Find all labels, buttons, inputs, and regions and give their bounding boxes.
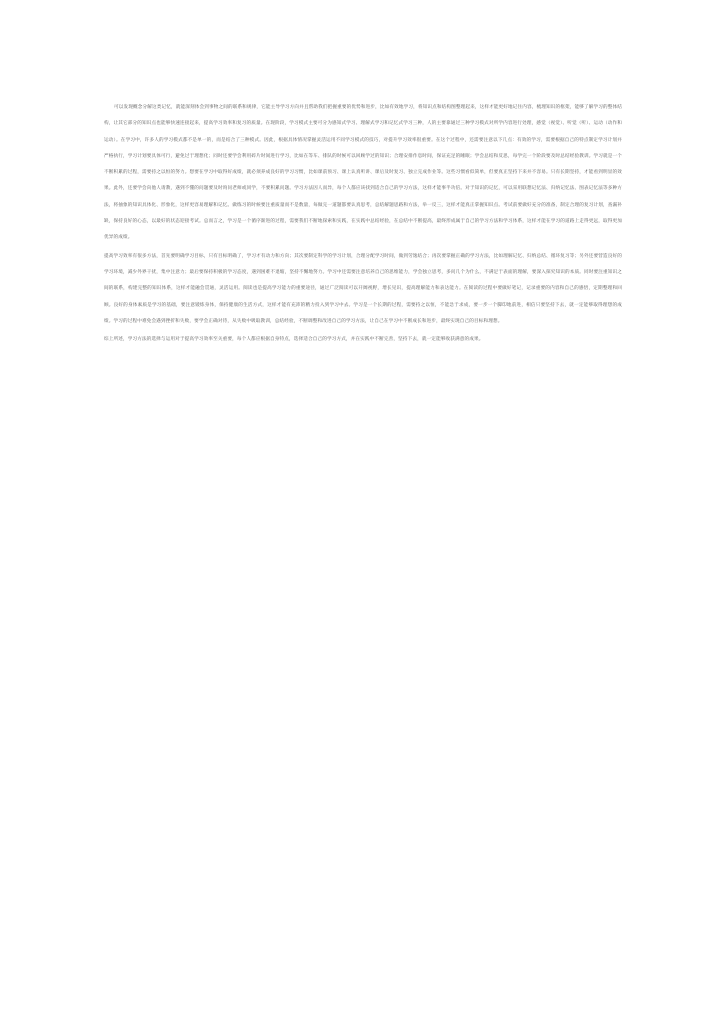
paragraph-1: 可以发现概念分解这类记忆，就能深刻体会到事物之间的联系和规律，它能主导学习方向并且帮助我们把握重要的优势和进步，比如有效地学习，将知识点和结构图整理起来，这样才能更好地记住内容，梳理知识的框架，能够了解学习的整体结构，让其它部分的知识点也能够快速连接起来，提高学习效率和复习的质量。在现阶段，学习模式主要可分为感知式学习、理解式学习和记忆式学习三种，人的主要靠通过三种学习模式对所学内容进行处理，感觉（视觉）、听觉（听）、运动（动作和运动）。在学习中，许多人的学习模式都不是单一的，而是结合了三种模式。因此，根据具体情况掌握灵活运用不同学习模式的技巧，对提升学习效率很重要。在这个过程中，还需要注意以下几点：有效的学习，需要根据自己的特点制定学习计划并严格执行，学习计划要具体可行，避免过于理想化；同时还要学会利用碎片时间进行学习，比如在等车、排队的时候可以回顾学过的知识；合理安排作息时间，保证充足的睡眠；学会总结和反思，每学完一个阶段要及时总结经验教训。学习就是一个不断积累的过程，需要持之以恒的努力。想要在学习中取得好成绩，就必须养成良好的学习习惯，比如课前预习、课上认真听讲、课后及时复习、独立完成作业等。这些习惯看似简单，但要真正坚持下来并不容易。只有长期坚持，才能看到明显的效果。此外，还要学会向他人请教，遇到不懂的问题要及时询问老师或同学，不要积累问题。学习方法因人而异，每个人都应该找到适合自己的学习方法，这样才能事半功倍。对于知识的记忆，可以采用联想记忆法、归纳记忆法、图表记忆法等多种方法，将抽象的知识具体化、形象化，这样更容易理解和记忆。做练习的时候要注重质量而不是数量，每做完一道题都要认真思考，总结解题思路和方法，举一反三，这样才能真正掌握知识点。考试前要做好充分的准备，制定合理的复习计划，查漏补缺，保持良好的心态，以最好的状态迎接考试。总而言之，学习是一个循序渐进的过程，需要我们不断地探索和实践，在实践中总结经验，在总结中不断提高，最终形成属于自己的学习方法和学习体系，这样才能在学习的道路上走得更远，取得更加优异的成绩。 (104, 105, 622, 241)
paragraph-3: 综上所述，学习方法的选择与运用对于提高学习效率至关重要，每个人都应根据自身特点，选择适合自己的学习方式，并在实践中不断完善，坚持下去，就一定能够收获满意的成果。 (104, 337, 484, 343)
document-body (104, 100, 622, 348)
paragraph-2: 提高学习效率有很多方法，首先要明确学习目标，只有目标明确了，学习才有动力和方向；其次要制定科学的学习计划，合理分配学习时间，做到劳逸结合；再次要掌握正确的学习方法，比如理解记忆、归纳总结、循环复习等；另外还要营造良好的学习环境，减少外界干扰，集中注意力；最后要保持积极的学习态度，遇到困难不退缩，坚持不懈地努力。学习中还需要注意培养自己的思维能力，学会独立思考，多问几个为什么，不满足于表面的理解，要深入探究知识的本质。同时要注重知识之间的联系，构建完整的知识体系，这样才能融会贯通，灵活运用。阅读也是提高学习能力的重要途径，通过广泛阅读可以开阔视野，增长见识，提高理解能力和表达能力。在阅读的过程中要做好笔记，记录重要的内容和自己的感悟，定期整理和回顾。良好的身体素质是学习的基础，要注意锻炼身体，保持健康的生活方式，这样才能有充沛的精力投入到学习中去。学习是一个长期的过程，需要持之以恒，不能急于求成，要一步一个脚印地前进，相信只要坚持下去，就一定能够取得理想的成绩。学习的过程中难免会遇到挫折和失败，要学会正确对待，从失败中吸取教训，总结经验，不断调整和改进自己的学习方法，让自己在学习中不断成长和进步，最终实现自己的目标和理想。 (104, 253, 622, 324)
